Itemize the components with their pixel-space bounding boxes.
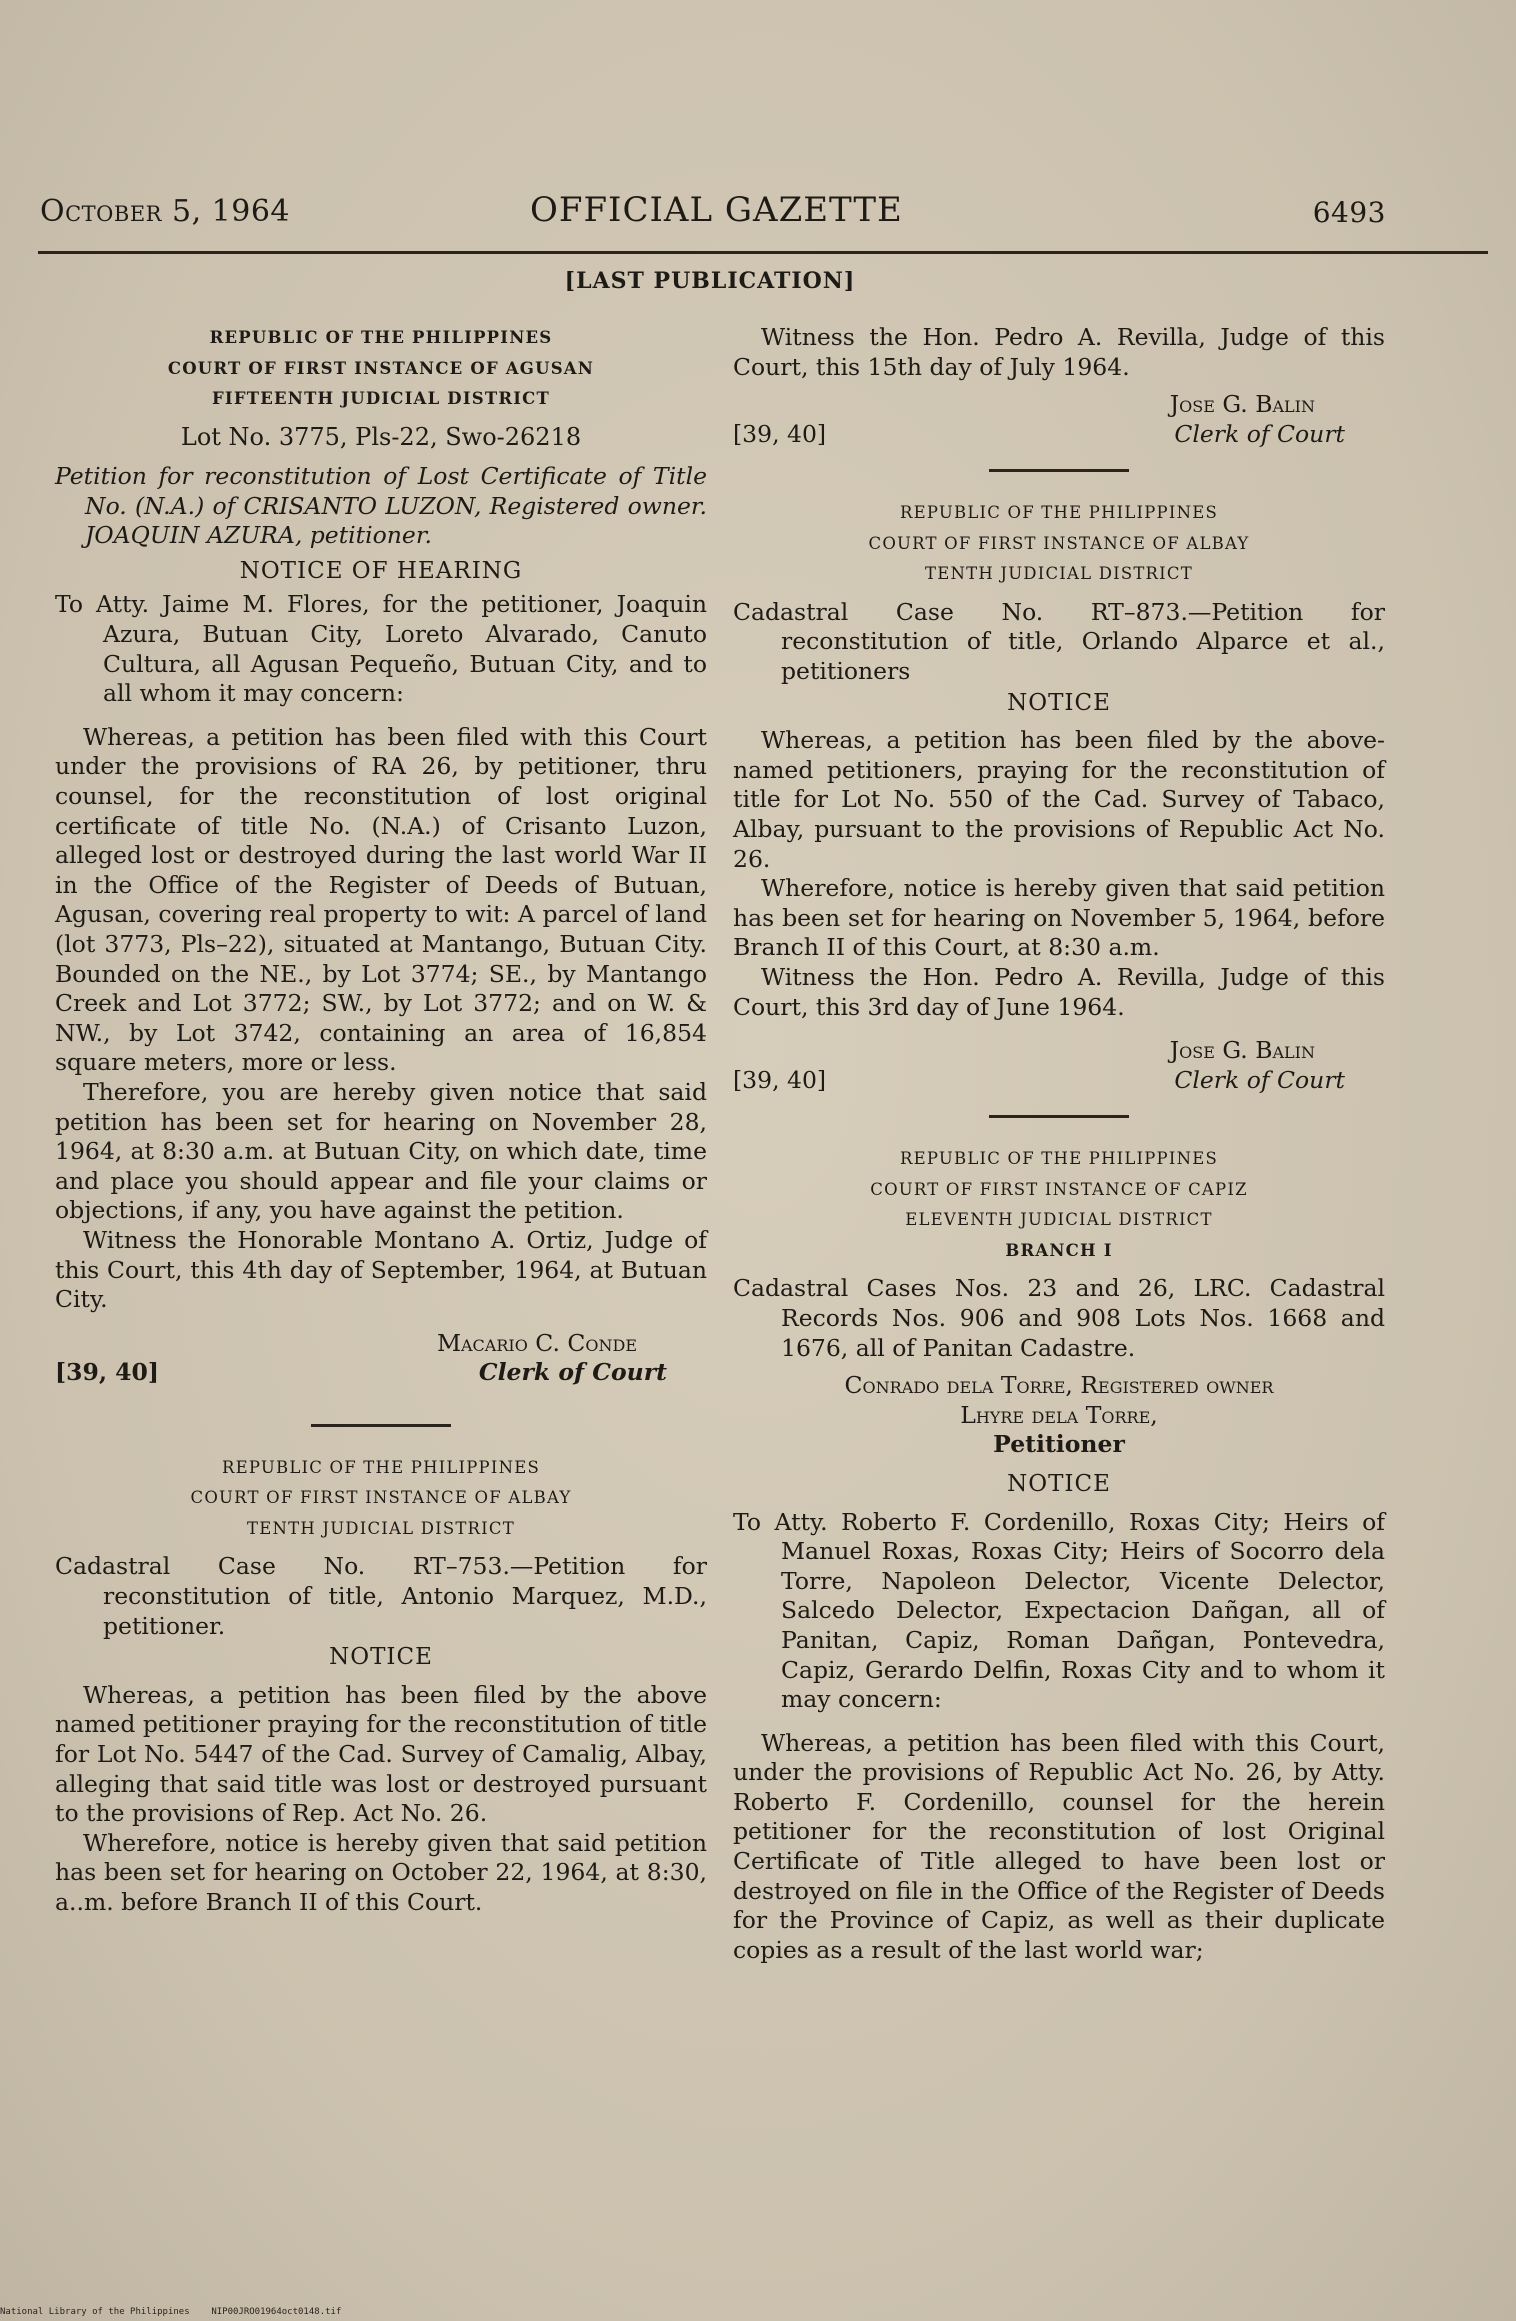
reference-number: [39, 40]: [55, 1358, 160, 1387]
court-line: REPUBLIC OF THE PHILIPPINES: [209, 328, 553, 347]
separator-rule: [989, 1115, 1129, 1118]
separator-rule: [989, 469, 1129, 472]
signer-name: Jose G. Balin: [1169, 1036, 1315, 1065]
petition-caption: Petition for reconstitution of Lost Certificate of Title No. (N.A.) of CRISANTO LUZON, Registered owner. JOAQUIN AZURA, petitioner.: [55, 462, 707, 550]
owner-line: Conrado dela Torre, Registered owner: [844, 1371, 1274, 1400]
paragraph: Whereas, a petition has been filed by the above-named petitioners, praying for the reconstitution of title for Lot No. 550 of the Cad. Survey of Tabaco, Albay, pursuant to the provisions of Republic Act No. 26.: [733, 726, 1385, 873]
court-line: REPUBLIC OF THE PHILIPPINES: [222, 1457, 540, 1477]
notice-heading: NOTICE: [1007, 1470, 1111, 1497]
page-header: [40, 186, 1386, 236]
court-heading: [733, 498, 1385, 590]
paragraph: Witness the Hon. Pedro A. Revilla, Judge of this Court, this 3rd day of June 1964.: [733, 963, 1385, 1021]
paragraph: Wherefore, notice is hereby given that said petition has been set for hearing on November 5, 1964, before Branch II of this Court, at 8:30 a.m.: [733, 874, 1385, 962]
court-line: TENTH JUDICIAL DISTRICT: [925, 564, 1193, 584]
court-line: COURT OF FIRST INSTANCE OF ALBAY: [868, 533, 1250, 553]
court-heading: [55, 1453, 707, 1545]
publication-tag: [LAST PUBLICATION]: [564, 268, 856, 294]
right-column: [733, 323, 1385, 1965]
header-page-number: 6493: [1312, 196, 1386, 229]
addressee-line: To Atty. Roberto F. Cordenillo, Roxas City; Heirs of Manuel Roxas, Roxas City; Heirs of Socorro dela Torre, Napoleon Delector, Vicente Delector, Salcedo Delector, Expectacion Dañgan, all of Panitan, Capiz, Roman Dañgan, Pontevedra, Capiz, Gerardo Delfin, Roxas City and to whom it may concern:: [733, 1507, 1385, 1714]
petitioner-label: Petitioner: [993, 1430, 1125, 1459]
court-heading: [733, 1144, 1385, 1266]
court-line: BRANCH I: [1005, 1240, 1113, 1260]
petitioner-name: Lhyre dela Torre,: [960, 1400, 1158, 1429]
header-date: October 5, 1964: [40, 194, 291, 229]
reference-number: [39, 40]: [733, 1065, 827, 1094]
case-line: Cadastral Case No. RT–873.—Petition for reconstitution of title, Orlando Alparce et al., petitioners: [733, 597, 1385, 686]
court-line: COURT OF FIRST INSTANCE OF CAPIZ: [870, 1179, 1248, 1199]
court-line: ELEVENTH JUDICIAL DISTRICT: [905, 1210, 1213, 1230]
paragraph: Whereas, a petition has been filed by the above named petitioner praying for the reconstitution of title for Lot No. 5447 of the Cad. Survey of Camalig, Albay, alleging that said title was lost or destroyed pursuant to the provisions of Rep. Act No. 26.: [55, 1680, 707, 1828]
case-line: Cadastral Cases Nos. 23 and 26, LRC. Cadastral Records Nos. 906 and 908 Lots Nos. 1668 and 1676, all of Panitan Cadastre.: [733, 1274, 1385, 1362]
signer-title: Clerk of Court: [1174, 419, 1345, 448]
signer-name: Macario C. Conde: [436, 1328, 637, 1357]
signature-row: [733, 420, 1385, 450]
signer-title: Clerk of Court: [1174, 1065, 1345, 1094]
paragraph: Wherefore, notice is hereby given that said petition has been set for hearing on October 22, 1964, at 8:30, a..m. before Branch II of this Court.: [55, 1828, 707, 1916]
signature-row: [733, 1066, 1385, 1096]
paragraph: Whereas, a petition has been filed with this Court under the provisions of RA 26, by petitioner, thru counsel, for the reconstitution of lost original certificate of title No. (N.A.) of Crisanto Luzon, alleged lost or destroyed during the last world War II in the Office of the Register of Deeds of Butuan, Agusan, covering real property to wit: A parcel of land (lot 3773, Pls–22), situated at Mantango, Butuan City. Bounded on the NE., by Lot 3774; SE., by Mantango Creek and Lot 3772; SW., by Lot 3772; and on W. & NW., by Lot 3742, containing an area of 16,854 square meters, more or less.: [55, 722, 707, 1077]
paragraph: Witness the Hon. Pedro A. Revilla, Judge of this Court, this 15th day of July 1964.: [733, 323, 1385, 381]
case-line: Cadastral Case No. RT–753.—Petition for reconstitution of title, Antonio Marquez, M.D., petitioner.: [55, 1552, 707, 1640]
header-title: OFFICIAL GAZETTE: [530, 190, 903, 230]
separator-rule: [311, 1424, 451, 1427]
scan-footer: National Library of the Philippines NIP00JRO01964oct0148.tif: [0, 2307, 342, 2317]
signer-name: Jose G. Balin: [1169, 390, 1315, 419]
signer-title: Clerk of Court: [478, 1358, 667, 1387]
court-line: COURT OF FIRST INSTANCE OF ALBAY: [190, 1488, 572, 1508]
court-heading: [55, 323, 707, 415]
notice-heading: NOTICE: [329, 1644, 433, 1671]
signature-row: [55, 1358, 707, 1388]
court-line: TENTH JUDICIAL DISTRICT: [247, 1518, 515, 1538]
header-rule: [38, 251, 1488, 254]
paragraph: Therefore, you are hereby given notice that said petition has been set for hearing on November 28, 1964, at 8:30 a.m. at Butuan City, on which date, time and place you should appear and file your claims or objections, if any, you have against the petition.: [55, 1077, 707, 1225]
paragraph: Witness the Honorable Montano A. Ortiz, Judge of this Court, this 4th day of September, 1964, at Butuan City.: [55, 1225, 707, 1314]
court-line: COURT OF FIRST INSTANCE OF AGUSAN: [167, 358, 595, 378]
court-line: REPUBLIC OF THE PHILIPPINES: [900, 1149, 1218, 1169]
notice-heading: NOTICE: [1007, 689, 1111, 716]
reference-number: [39, 40]: [733, 419, 827, 448]
court-line: REPUBLIC OF THE PHILIPPINES: [900, 503, 1218, 523]
paragraph: Whereas, a petition has been filed with this Court, under the provisions of Republic Act No. 26, by Atty. Roberto F. Cordenillo, counsel for the herein petitioner for the reconstitution of lost Original Certificate of Title alleged to have been lost or destroyed on file in the Office of the Register of Deeds for the Province of Capiz, as well as their duplicate copies as a result of the last world war;: [733, 1728, 1385, 1964]
lot-line: Lot No. 3775, Pls-22, Swo-26218: [180, 422, 582, 451]
addressee-line: To Atty. Jaime M. Flores, for the petitioner, Joaquin Azura, Butuan City, Loreto Alvarado, Canuto Cultura, all Agusan Pequeño, Butuan City, and to all whom it may concern:: [55, 590, 707, 708]
left-column: [55, 323, 707, 1918]
notice-heading: NOTICE OF HEARING: [239, 557, 523, 584]
court-line: FIFTEENTH JUDICIAL DISTRICT: [212, 389, 550, 408]
